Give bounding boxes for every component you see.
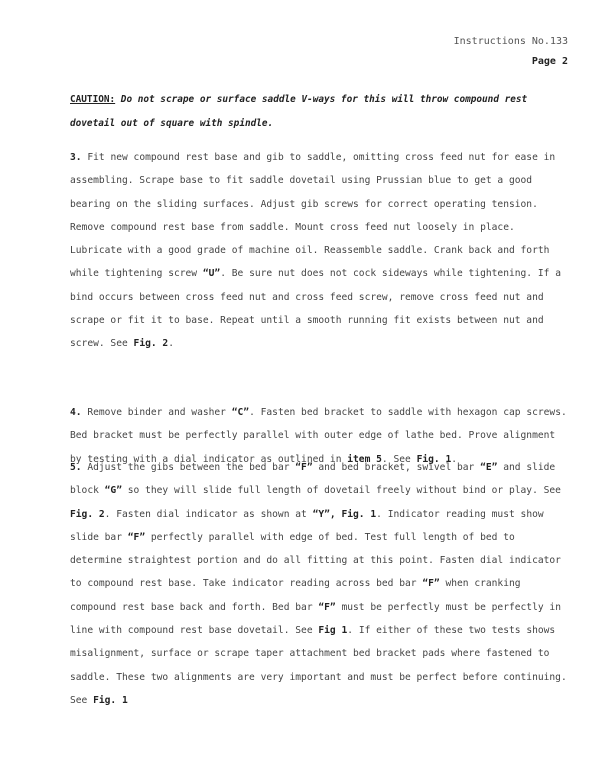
caution-note — [70, 88, 570, 136]
slide-block-g-ref: “G” — [104, 485, 122, 497]
fig-1-ref: Fig. 1 — [93, 694, 128, 706]
bed-bar-f-ref: “F” — [295, 462, 313, 473]
step-5-text-3: and slide block — [70, 462, 556, 497]
fig-2-ref: Fig. 2 — [70, 508, 105, 520]
step-4-text-1: Remove binder and washer — [81, 407, 232, 418]
step-3-number: 3. — [70, 152, 82, 163]
step-5-paragraph — [70, 453, 570, 712]
caution-text: Do not scrape or surface saddle V-ways for this will throw compound rest dovetail out of square with spindle. — [70, 94, 528, 129]
step-5-text-2: and bed bracket, swivel bar — [312, 462, 481, 473]
bed-bar-f-ref: “F” — [422, 578, 440, 590]
fig-1-ref: Fig 1 — [318, 625, 348, 637]
step-5-text-4: so they will slide full length of dovetail freely without bind or play. See — [121, 485, 561, 497]
swivel-bar-e-ref: “E” — [480, 462, 498, 473]
item-5-ref: item 5 — [347, 453, 382, 465]
fig-1-ref: Fig. 1 — [416, 453, 452, 465]
page-number: Page 2 — [531, 56, 568, 67]
step-5-text-1: Adjust the gibs between the bed bar — [81, 462, 296, 473]
step-5-number: 5. — [70, 462, 82, 473]
step-5-text-9: must be perfectly must be perfectly in line with compound rest base dovetail. See — [70, 601, 561, 637]
instructions-number: Instructions No.133 — [453, 36, 568, 47]
washer-c-ref: “C” — [231, 407, 250, 418]
step-5-text-7: perfectly parallel with edge of bed. Test full length of bed to determine straightest portion and do all fitting at this point. Fasten dial indicator to compound rest base. Take indicator reading across bed bar — [70, 531, 561, 590]
step-5-text-6: . Indicator reading must show slide bar — [70, 508, 544, 543]
step-5-text-8: when cranking compound rest base back and forth. Bed bar — [70, 578, 521, 613]
step-5-text-10: . If either of these two tests shows misalignment, surface or scrape taper attachment bed bracket pads where fastened to saddle. These two alignments are very important and must be perfect before continuing. See — [70, 625, 567, 706]
fig-2-ref: Fig. 2 — [133, 338, 169, 350]
step-4-text-2: . Fasten bed bracket to saddle with hexagon cap screws. Bed bracket must be perfectly parallel with outer edge of lathe bed. Prove alignment by testing with a dial indicator as outlined in — [70, 407, 567, 465]
step-4-text-3: . See — [381, 453, 417, 465]
caution-label: CAUTION: — [70, 94, 116, 105]
step-3-paragraph — [70, 146, 570, 356]
screw-u-ref: “U” — [202, 268, 221, 280]
step-3-text-3: . — [168, 338, 174, 350]
bed-bar-f-ref: “F” — [318, 601, 336, 613]
step-4-number: 4. — [70, 407, 82, 418]
step-3-text-2: . Be sure nut does not cock sideways while tightening. If a bind occurs between cross feed nut and cross feed screw, remove cross feed nut and scrape or fit it to base. Repeat until a smooth running fit exists between nut and screw. See — [70, 268, 561, 350]
y-fig-1-ref: “Y”, Fig. 1 — [312, 508, 377, 520]
slide-bar-f-ref: “F” — [127, 531, 146, 543]
step-5-text-5: . Fasten dial indicator as shown at — [104, 508, 313, 520]
step-3-text-1: Fit new compound rest base and gib to saddle, omitting cross feed nut for ease in assembling. Scrape base to fit saddle dovetail using Prussian blue to get a good bearing on the sliding surfaces. Adjust gib screws for correct operating tension. Remove compound rest base from saddle. Mount cross feed nut loosely in place. Lubricate with a good grade of machine oil. Reassemble saddle. Crank back and forth while tightening screw — [70, 152, 556, 280]
step-4-text-4: . — [451, 453, 457, 465]
